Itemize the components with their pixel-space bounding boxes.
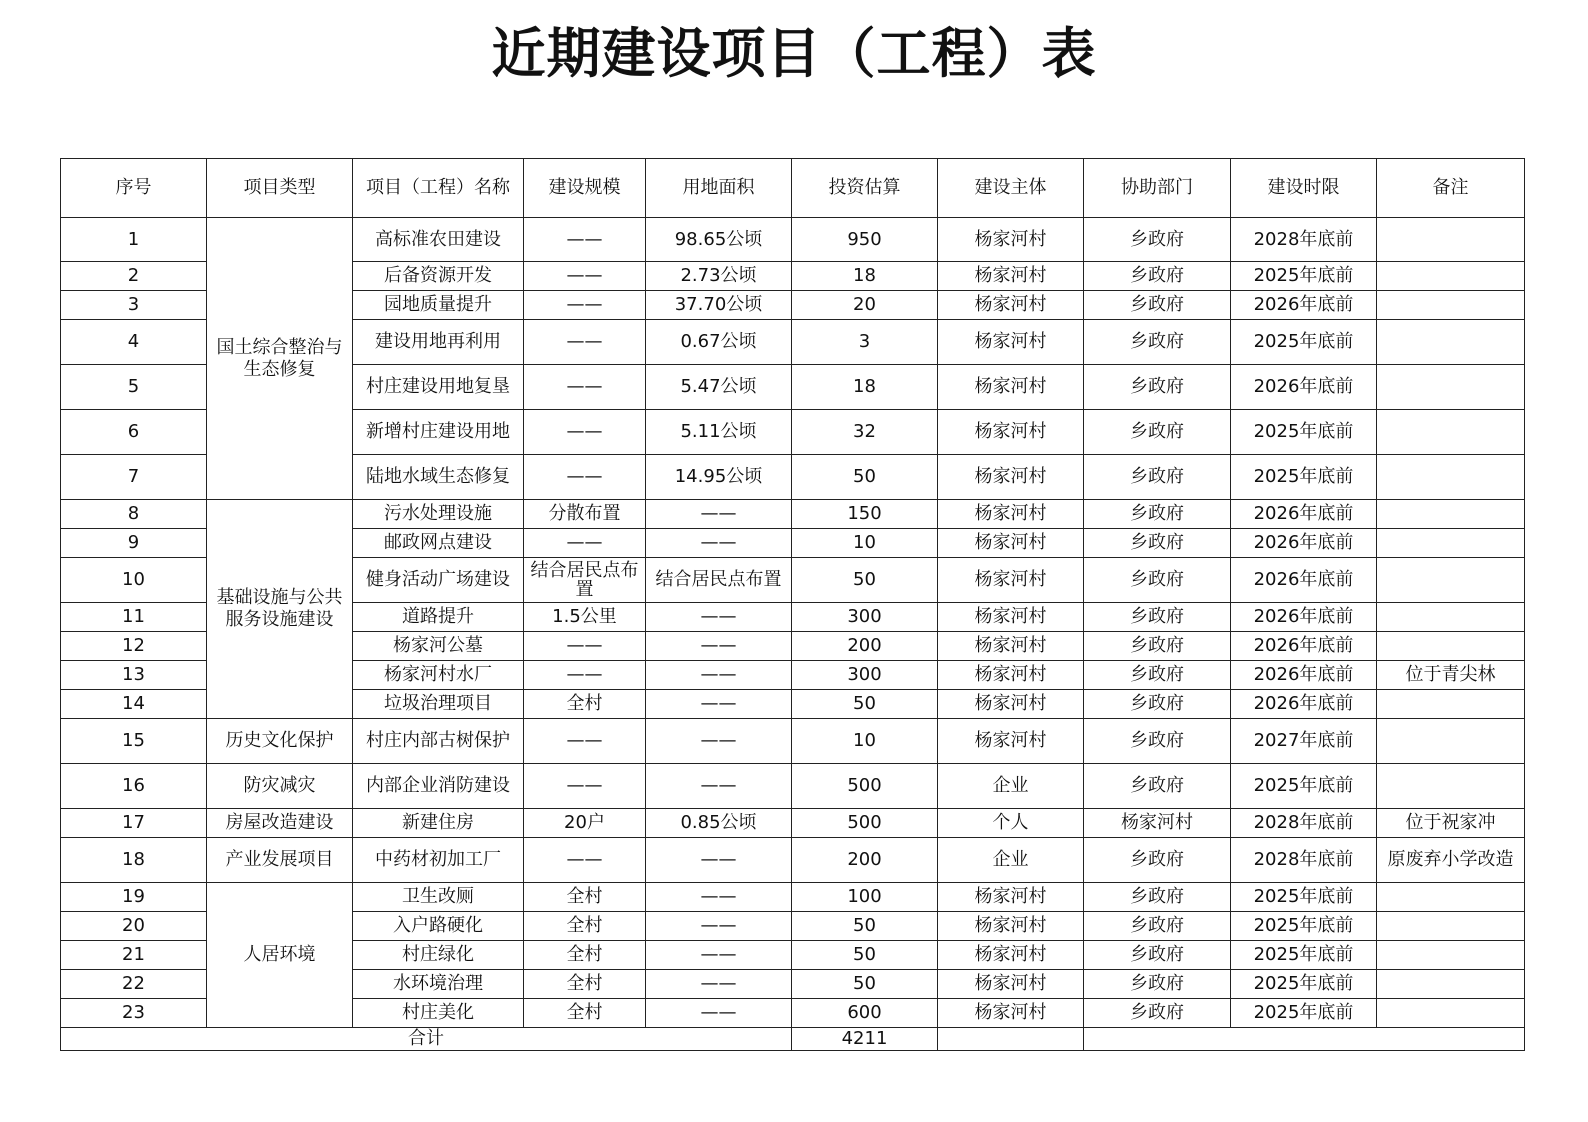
scale-cell: —— — [524, 719, 646, 764]
area-cell: 5.11公顷 — [646, 410, 792, 455]
project-name-cell: 村庄绿化 — [353, 941, 524, 970]
investment-cell: 10 — [792, 529, 938, 558]
investment-cell: 500 — [792, 764, 938, 809]
page-title: 近期建设项目（工程）表 — [491, 22, 1097, 85]
deadline-cell: 2028年底前 — [1231, 838, 1377, 883]
scale-cell: 分散布置 — [524, 500, 646, 529]
deadline-cell: 2027年底前 — [1231, 719, 1377, 764]
deadline-cell: 2026年底前 — [1231, 529, 1377, 558]
area-cell: —— — [646, 632, 792, 661]
deadline-cell: 2025年底前 — [1231, 912, 1377, 941]
note-cell — [1377, 365, 1525, 410]
subject-cell: 杨家河村 — [938, 690, 1084, 719]
investment-cell: 18 — [792, 365, 938, 410]
area-cell: 2.73公顷 — [646, 262, 792, 291]
serial-number-cell: 22 — [61, 970, 207, 999]
scale-cell: —— — [524, 764, 646, 809]
deadline-cell: 2025年底前 — [1231, 262, 1377, 291]
subject-cell: 杨家河村 — [938, 632, 1084, 661]
deadline-cell: 2025年底前 — [1231, 883, 1377, 912]
scale-cell: —— — [524, 320, 646, 365]
subject-cell: 杨家河村 — [938, 999, 1084, 1028]
header-cell: 建设主体 — [938, 159, 1084, 218]
subject-cell: 杨家河村 — [938, 719, 1084, 764]
area-cell: —— — [646, 941, 792, 970]
department-cell: 乡政府 — [1084, 603, 1231, 632]
subject-cell: 杨家河村 — [938, 529, 1084, 558]
deadline-cell: 2025年底前 — [1231, 764, 1377, 809]
project-name-cell: 园地质量提升 — [353, 291, 524, 320]
department-cell: 乡政府 — [1084, 690, 1231, 719]
investment-cell: 20 — [792, 291, 938, 320]
table-row — [61, 838, 1525, 883]
note-cell — [1377, 500, 1525, 529]
department-cell: 乡政府 — [1084, 558, 1231, 603]
project-name-cell: 杨家河公墓 — [353, 632, 524, 661]
subject-cell: 杨家河村 — [938, 500, 1084, 529]
department-cell: 乡政府 — [1084, 719, 1231, 764]
deadline-cell: 2026年底前 — [1231, 690, 1377, 719]
note-cell — [1377, 291, 1525, 320]
serial-number-cell: 10 — [61, 558, 207, 603]
subject-cell: 杨家河村 — [938, 262, 1084, 291]
note-cell: 位于祝家冲 — [1377, 809, 1525, 838]
project-name-cell: 道路提升 — [353, 603, 524, 632]
investment-cell: 50 — [792, 912, 938, 941]
project-name-cell: 杨家河村水厂 — [353, 661, 524, 690]
area-cell: —— — [646, 603, 792, 632]
serial-number-cell: 5 — [61, 365, 207, 410]
scale-cell: —— — [524, 291, 646, 320]
total-blank-cell — [938, 1028, 1084, 1051]
area-cell: 14.95公顷 — [646, 455, 792, 500]
project-type-cell: 防灾减灾 — [207, 764, 353, 809]
area-cell: 98.65公顷 — [646, 218, 792, 262]
department-cell: 乡政府 — [1084, 218, 1231, 262]
subject-cell: 杨家河村 — [938, 410, 1084, 455]
header-cell: 项目（工程）名称 — [353, 159, 524, 218]
department-cell: 乡政府 — [1084, 999, 1231, 1028]
table-row — [61, 809, 1525, 838]
deadline-cell: 2025年底前 — [1231, 320, 1377, 365]
serial-number-cell: 15 — [61, 719, 207, 764]
scale-cell: —— — [524, 410, 646, 455]
project-name-cell: 建设用地再利用 — [353, 320, 524, 365]
note-cell — [1377, 690, 1525, 719]
project-type-cell: 基础设施与公共服务设施建设 — [207, 500, 353, 719]
total-label-cell: 合计 — [61, 1028, 792, 1051]
project-type-cell: 历史文化保护 — [207, 719, 353, 764]
header-cell: 备注 — [1377, 159, 1525, 218]
subject-cell: 个人 — [938, 809, 1084, 838]
serial-number-cell: 11 — [61, 603, 207, 632]
investment-cell: 950 — [792, 218, 938, 262]
department-cell: 乡政府 — [1084, 455, 1231, 500]
department-cell: 杨家河村 — [1084, 809, 1231, 838]
note-cell — [1377, 320, 1525, 365]
investment-cell: 10 — [792, 719, 938, 764]
header-cell: 投资估算 — [792, 159, 938, 218]
department-cell: 乡政府 — [1084, 365, 1231, 410]
investment-cell: 50 — [792, 558, 938, 603]
serial-number-cell: 1 — [61, 218, 207, 262]
serial-number-cell: 6 — [61, 410, 207, 455]
serial-number-cell: 9 — [61, 529, 207, 558]
area-cell: —— — [646, 838, 792, 883]
note-cell — [1377, 941, 1525, 970]
project-name-cell: 卫生改厕 — [353, 883, 524, 912]
serial-number-cell: 19 — [61, 883, 207, 912]
note-cell — [1377, 262, 1525, 291]
project-name-cell: 垃圾治理项目 — [353, 690, 524, 719]
subject-cell: 杨家河村 — [938, 320, 1084, 365]
investment-cell: 300 — [792, 603, 938, 632]
project-name-cell: 内部企业消防建设 — [353, 764, 524, 809]
project-name-cell: 邮政网点建设 — [353, 529, 524, 558]
project-name-cell: 水环境治理 — [353, 970, 524, 999]
scale-cell: —— — [524, 365, 646, 410]
deadline-cell: 2025年底前 — [1231, 410, 1377, 455]
area-cell: —— — [646, 690, 792, 719]
subject-cell: 杨家河村 — [938, 291, 1084, 320]
subject-cell: 杨家河村 — [938, 912, 1084, 941]
area-cell: —— — [646, 719, 792, 764]
header-cell: 用地面积 — [646, 159, 792, 218]
area-cell: —— — [646, 912, 792, 941]
investment-cell: 150 — [792, 500, 938, 529]
investment-cell: 50 — [792, 970, 938, 999]
project-type-cell: 房屋改造建设 — [207, 809, 353, 838]
project-name-cell: 健身活动广场建设 — [353, 558, 524, 603]
project-table — [60, 158, 1525, 1051]
scale-cell: —— — [524, 455, 646, 500]
department-cell: 乡政府 — [1084, 838, 1231, 883]
scale-cell: 全村 — [524, 883, 646, 912]
project-name-cell: 后备资源开发 — [353, 262, 524, 291]
scale-cell: —— — [524, 218, 646, 262]
scale-cell: 全村 — [524, 941, 646, 970]
department-cell: 乡政府 — [1084, 941, 1231, 970]
scale-cell: 全村 — [524, 690, 646, 719]
project-name-cell: 入户路硬化 — [353, 912, 524, 941]
project-type-cell: 产业发展项目 — [207, 838, 353, 883]
note-cell — [1377, 529, 1525, 558]
subject-cell: 杨家河村 — [938, 455, 1084, 500]
department-cell: 乡政府 — [1084, 661, 1231, 690]
header-cell: 序号 — [61, 159, 207, 218]
department-cell: 乡政府 — [1084, 632, 1231, 661]
area-cell: —— — [646, 970, 792, 999]
investment-cell: 200 — [792, 838, 938, 883]
serial-number-cell: 16 — [61, 764, 207, 809]
scale-cell: —— — [524, 838, 646, 883]
deadline-cell: 2026年底前 — [1231, 365, 1377, 410]
note-cell — [1377, 410, 1525, 455]
table-row — [61, 764, 1525, 809]
investment-cell: 200 — [792, 632, 938, 661]
area-cell: 结合居民点布置 — [646, 558, 792, 603]
project-name-cell: 村庄美化 — [353, 999, 524, 1028]
deadline-cell: 2026年底前 — [1231, 632, 1377, 661]
serial-number-cell: 12 — [61, 632, 207, 661]
subject-cell: 企业 — [938, 838, 1084, 883]
serial-number-cell: 2 — [61, 262, 207, 291]
subject-cell: 杨家河村 — [938, 941, 1084, 970]
area-cell: —— — [646, 999, 792, 1028]
deadline-cell: 2028年底前 — [1231, 809, 1377, 838]
investment-cell: 50 — [792, 455, 938, 500]
department-cell: 乡政府 — [1084, 500, 1231, 529]
project-type-cell: 人居环境 — [207, 883, 353, 1028]
project-name-cell: 村庄建设用地复垦 — [353, 365, 524, 410]
subject-cell: 杨家河村 — [938, 558, 1084, 603]
note-cell: 位于青尖林 — [1377, 661, 1525, 690]
serial-number-cell: 13 — [61, 661, 207, 690]
deadline-cell: 2026年底前 — [1231, 500, 1377, 529]
department-cell: 乡政府 — [1084, 320, 1231, 365]
project-name-cell: 陆地水域生态修复 — [353, 455, 524, 500]
scale-cell: 全村 — [524, 970, 646, 999]
project-name-cell: 污水处理设施 — [353, 500, 524, 529]
department-cell: 乡政府 — [1084, 764, 1231, 809]
deadline-cell: 2026年底前 — [1231, 603, 1377, 632]
note-cell — [1377, 970, 1525, 999]
table-row — [61, 719, 1525, 764]
table-row — [61, 218, 1525, 262]
note-cell — [1377, 912, 1525, 941]
note-cell — [1377, 558, 1525, 603]
note-cell — [1377, 999, 1525, 1028]
serial-number-cell: 20 — [61, 912, 207, 941]
area-cell: —— — [646, 529, 792, 558]
scale-cell: —— — [524, 262, 646, 291]
project-name-cell: 新增村庄建设用地 — [353, 410, 524, 455]
serial-number-cell: 14 — [61, 690, 207, 719]
deadline-cell: 2025年底前 — [1231, 941, 1377, 970]
note-cell — [1377, 603, 1525, 632]
note-cell — [1377, 455, 1525, 500]
header-cell: 建设规模 — [524, 159, 646, 218]
area-cell: 0.67公顷 — [646, 320, 792, 365]
deadline-cell: 2025年底前 — [1231, 999, 1377, 1028]
investment-cell: 500 — [792, 809, 938, 838]
department-cell: 乡政府 — [1084, 262, 1231, 291]
table-row — [61, 883, 1525, 912]
subject-cell: 杨家河村 — [938, 603, 1084, 632]
investment-cell: 100 — [792, 883, 938, 912]
deadline-cell: 2026年底前 — [1231, 558, 1377, 603]
department-cell: 乡政府 — [1084, 529, 1231, 558]
subject-cell: 杨家河村 — [938, 365, 1084, 410]
department-cell: 乡政府 — [1084, 410, 1231, 455]
area-cell: 5.47公顷 — [646, 365, 792, 410]
serial-number-cell: 18 — [61, 838, 207, 883]
serial-number-cell: 21 — [61, 941, 207, 970]
serial-number-cell: 3 — [61, 291, 207, 320]
department-cell: 乡政府 — [1084, 912, 1231, 941]
deadline-cell: 2025年底前 — [1231, 970, 1377, 999]
area-cell: —— — [646, 661, 792, 690]
total-value-cell: 4211 — [792, 1028, 938, 1051]
scale-cell: —— — [524, 529, 646, 558]
department-cell: 乡政府 — [1084, 970, 1231, 999]
total-row — [61, 1028, 1525, 1051]
investment-cell: 50 — [792, 690, 938, 719]
note-cell — [1377, 632, 1525, 661]
department-cell: 乡政府 — [1084, 291, 1231, 320]
investment-cell: 50 — [792, 941, 938, 970]
area-cell: —— — [646, 764, 792, 809]
area-cell: 37.70公顷 — [646, 291, 792, 320]
scale-cell: 1.5公里 — [524, 603, 646, 632]
area-cell: 0.85公顷 — [646, 809, 792, 838]
serial-number-cell: 23 — [61, 999, 207, 1028]
deadline-cell: 2026年底前 — [1231, 291, 1377, 320]
note-cell — [1377, 764, 1525, 809]
scale-cell: —— — [524, 632, 646, 661]
note-cell — [1377, 719, 1525, 764]
investment-cell: 18 — [792, 262, 938, 291]
project-type-cell: 国土综合整治与生态修复 — [207, 218, 353, 500]
project-name-cell: 高标准农田建设 — [353, 218, 524, 262]
scale-cell: 全村 — [524, 912, 646, 941]
subject-cell: 杨家河村 — [938, 218, 1084, 262]
project-name-cell: 村庄内部古树保护 — [353, 719, 524, 764]
investment-cell: 300 — [792, 661, 938, 690]
subject-cell: 企业 — [938, 764, 1084, 809]
note-cell — [1377, 883, 1525, 912]
investment-cell: 3 — [792, 320, 938, 365]
subject-cell: 杨家河村 — [938, 970, 1084, 999]
serial-number-cell: 8 — [61, 500, 207, 529]
total-blank-cell — [1084, 1028, 1525, 1051]
note-cell: 原废弃小学改造 — [1377, 838, 1525, 883]
subject-cell: 杨家河村 — [938, 883, 1084, 912]
project-name-cell: 中药材初加工厂 — [353, 838, 524, 883]
header-row — [61, 159, 1525, 218]
note-cell — [1377, 218, 1525, 262]
header-cell: 项目类型 — [207, 159, 353, 218]
deadline-cell: 2028年底前 — [1231, 218, 1377, 262]
scale-cell: —— — [524, 661, 646, 690]
area-cell: —— — [646, 883, 792, 912]
subject-cell: 杨家河村 — [938, 661, 1084, 690]
serial-number-cell: 4 — [61, 320, 207, 365]
serial-number-cell: 7 — [61, 455, 207, 500]
header-cell: 建设时限 — [1231, 159, 1377, 218]
deadline-cell: 2026年底前 — [1231, 661, 1377, 690]
table-row — [61, 500, 1525, 529]
scale-cell: 20户 — [524, 809, 646, 838]
deadline-cell: 2025年底前 — [1231, 455, 1377, 500]
scale-cell: 全村 — [524, 999, 646, 1028]
area-cell: —— — [646, 500, 792, 529]
investment-cell: 600 — [792, 999, 938, 1028]
serial-number-cell: 17 — [61, 809, 207, 838]
header-cell: 协助部门 — [1084, 159, 1231, 218]
project-name-cell: 新建住房 — [353, 809, 524, 838]
department-cell: 乡政府 — [1084, 883, 1231, 912]
scale-cell: 结合居民点布置 — [524, 558, 646, 603]
investment-cell: 32 — [792, 410, 938, 455]
